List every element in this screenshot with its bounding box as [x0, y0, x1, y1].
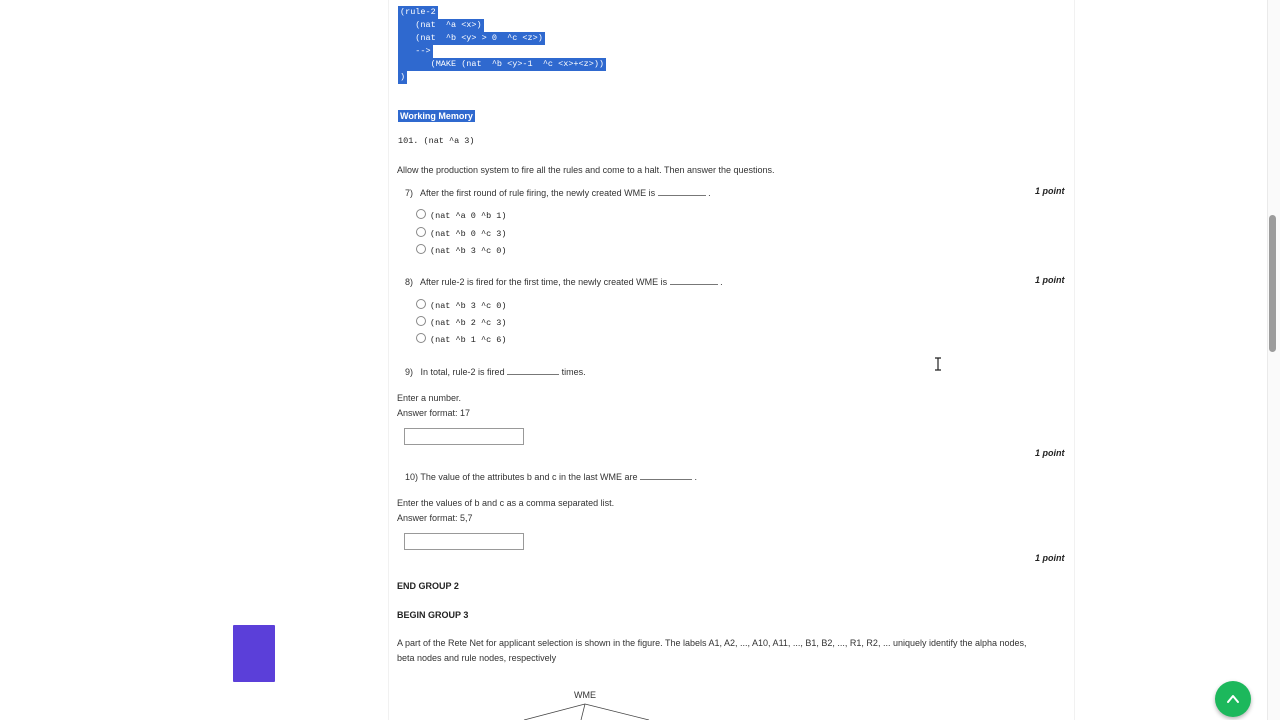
points-label: 1 point: [1035, 448, 1065, 458]
option-radio[interactable]: [416, 244, 426, 254]
instructions-text: Allow the production system to fire all the rules and come to a halt. Then answer the questions.: [397, 165, 775, 175]
option-label[interactable]: (nat ^b 1 ^c 6): [430, 335, 507, 345]
figure-wme-label: WME: [574, 690, 596, 700]
question-number: 8): [405, 277, 414, 287]
text-cursor-icon: [934, 357, 942, 371]
option-label[interactable]: (nat ^b 0 ^c 3): [430, 229, 507, 239]
scrollbar-thumb[interactable]: [1269, 215, 1276, 352]
option-label[interactable]: (nat ^b 2 ^c 3): [430, 318, 507, 328]
code-line: (rule-2: [400, 7, 436, 17]
question-7: [405, 186, 711, 198]
answer-instruction: Enter a number.: [397, 393, 462, 403]
answer-blank: [658, 186, 706, 196]
question-text: After the first round of rule firing, the newly created WME is: [420, 188, 656, 198]
rete-net-figure: [509, 700, 659, 720]
question-suffix: times.: [561, 367, 586, 377]
answer-blank: [670, 275, 718, 285]
working-memory-heading: Working Memory: [400, 111, 473, 121]
question-suffix: .: [694, 472, 698, 482]
code-line: -->: [400, 46, 431, 56]
points-label: 1 point: [1035, 186, 1065, 196]
question-number: 7): [405, 188, 414, 198]
question-number: 9): [405, 367, 414, 377]
rete-description: A part of the Rete Net for applicant selection is shown in the figure. The labels A1, A2, ..., A10, A11, ..., B1, B2, ..., R1, R2, ... uniquely identify the alpha nodes,: [397, 638, 1027, 648]
question-9: [405, 365, 586, 377]
option-radio[interactable]: [416, 299, 426, 309]
begin-group-label: BEGIN GROUP 3: [397, 610, 469, 620]
question-10: [405, 470, 697, 482]
answer-format: Answer format: 5,7: [397, 513, 473, 523]
code-line: (MAKE (nat ^b <y>-1 ^c <x>+<z>)): [400, 59, 605, 69]
rete-description-cont: beta nodes and rule nodes, respectively: [397, 653, 557, 663]
chevron-up-icon: [1225, 691, 1241, 707]
option-radio[interactable]: [416, 227, 426, 237]
list-answer-input[interactable]: [404, 533, 524, 550]
option-radio[interactable]: [416, 333, 426, 343]
end-group-label: END GROUP 2: [397, 581, 459, 591]
question-text: The value of the attributes b and c in the last WME are: [420, 472, 638, 482]
answer-instruction: Enter the values of b and c as a comma separated list.: [397, 498, 615, 508]
code-line: (nat ^b <y> > 0 ^c <z>): [400, 33, 543, 43]
question-text: In total, rule-2 is fired: [420, 367, 505, 377]
question-suffix: .: [720, 277, 723, 287]
code-line: ): [400, 72, 406, 82]
option-label[interactable]: (nat ^a 0 ^b 1): [430, 211, 507, 221]
rule-code-block: [398, 6, 606, 84]
scrollbar-border: [1267, 0, 1280, 720]
question-text: After rule-2 is fired for the first time, the newly created WME is: [420, 277, 668, 287]
option-label[interactable]: (nat ^b 3 ^c 0): [430, 246, 507, 256]
side-widget-block[interactable]: [233, 625, 275, 682]
answer-blank: [640, 470, 692, 480]
question-number: 10): [405, 472, 419, 482]
option-radio[interactable]: [416, 316, 426, 326]
option-radio[interactable]: [416, 209, 426, 219]
option-label[interactable]: (nat ^b 3 ^c 0): [430, 301, 507, 311]
answer-blank: [507, 365, 559, 375]
answer-format: Answer format: 17: [397, 408, 471, 418]
working-memory-item: 101. (nat ^a 3): [398, 136, 475, 146]
question-8: [405, 275, 723, 287]
scroll-to-top-button[interactable]: [1215, 681, 1251, 717]
number-answer-input[interactable]: [404, 428, 524, 445]
points-label: 1 point: [1035, 553, 1065, 563]
code-line: (nat ^a <x>): [400, 20, 482, 30]
quiz-page: [388, 0, 1075, 720]
question-suffix: .: [708, 188, 711, 198]
points-label: 1 point: [1035, 275, 1065, 285]
